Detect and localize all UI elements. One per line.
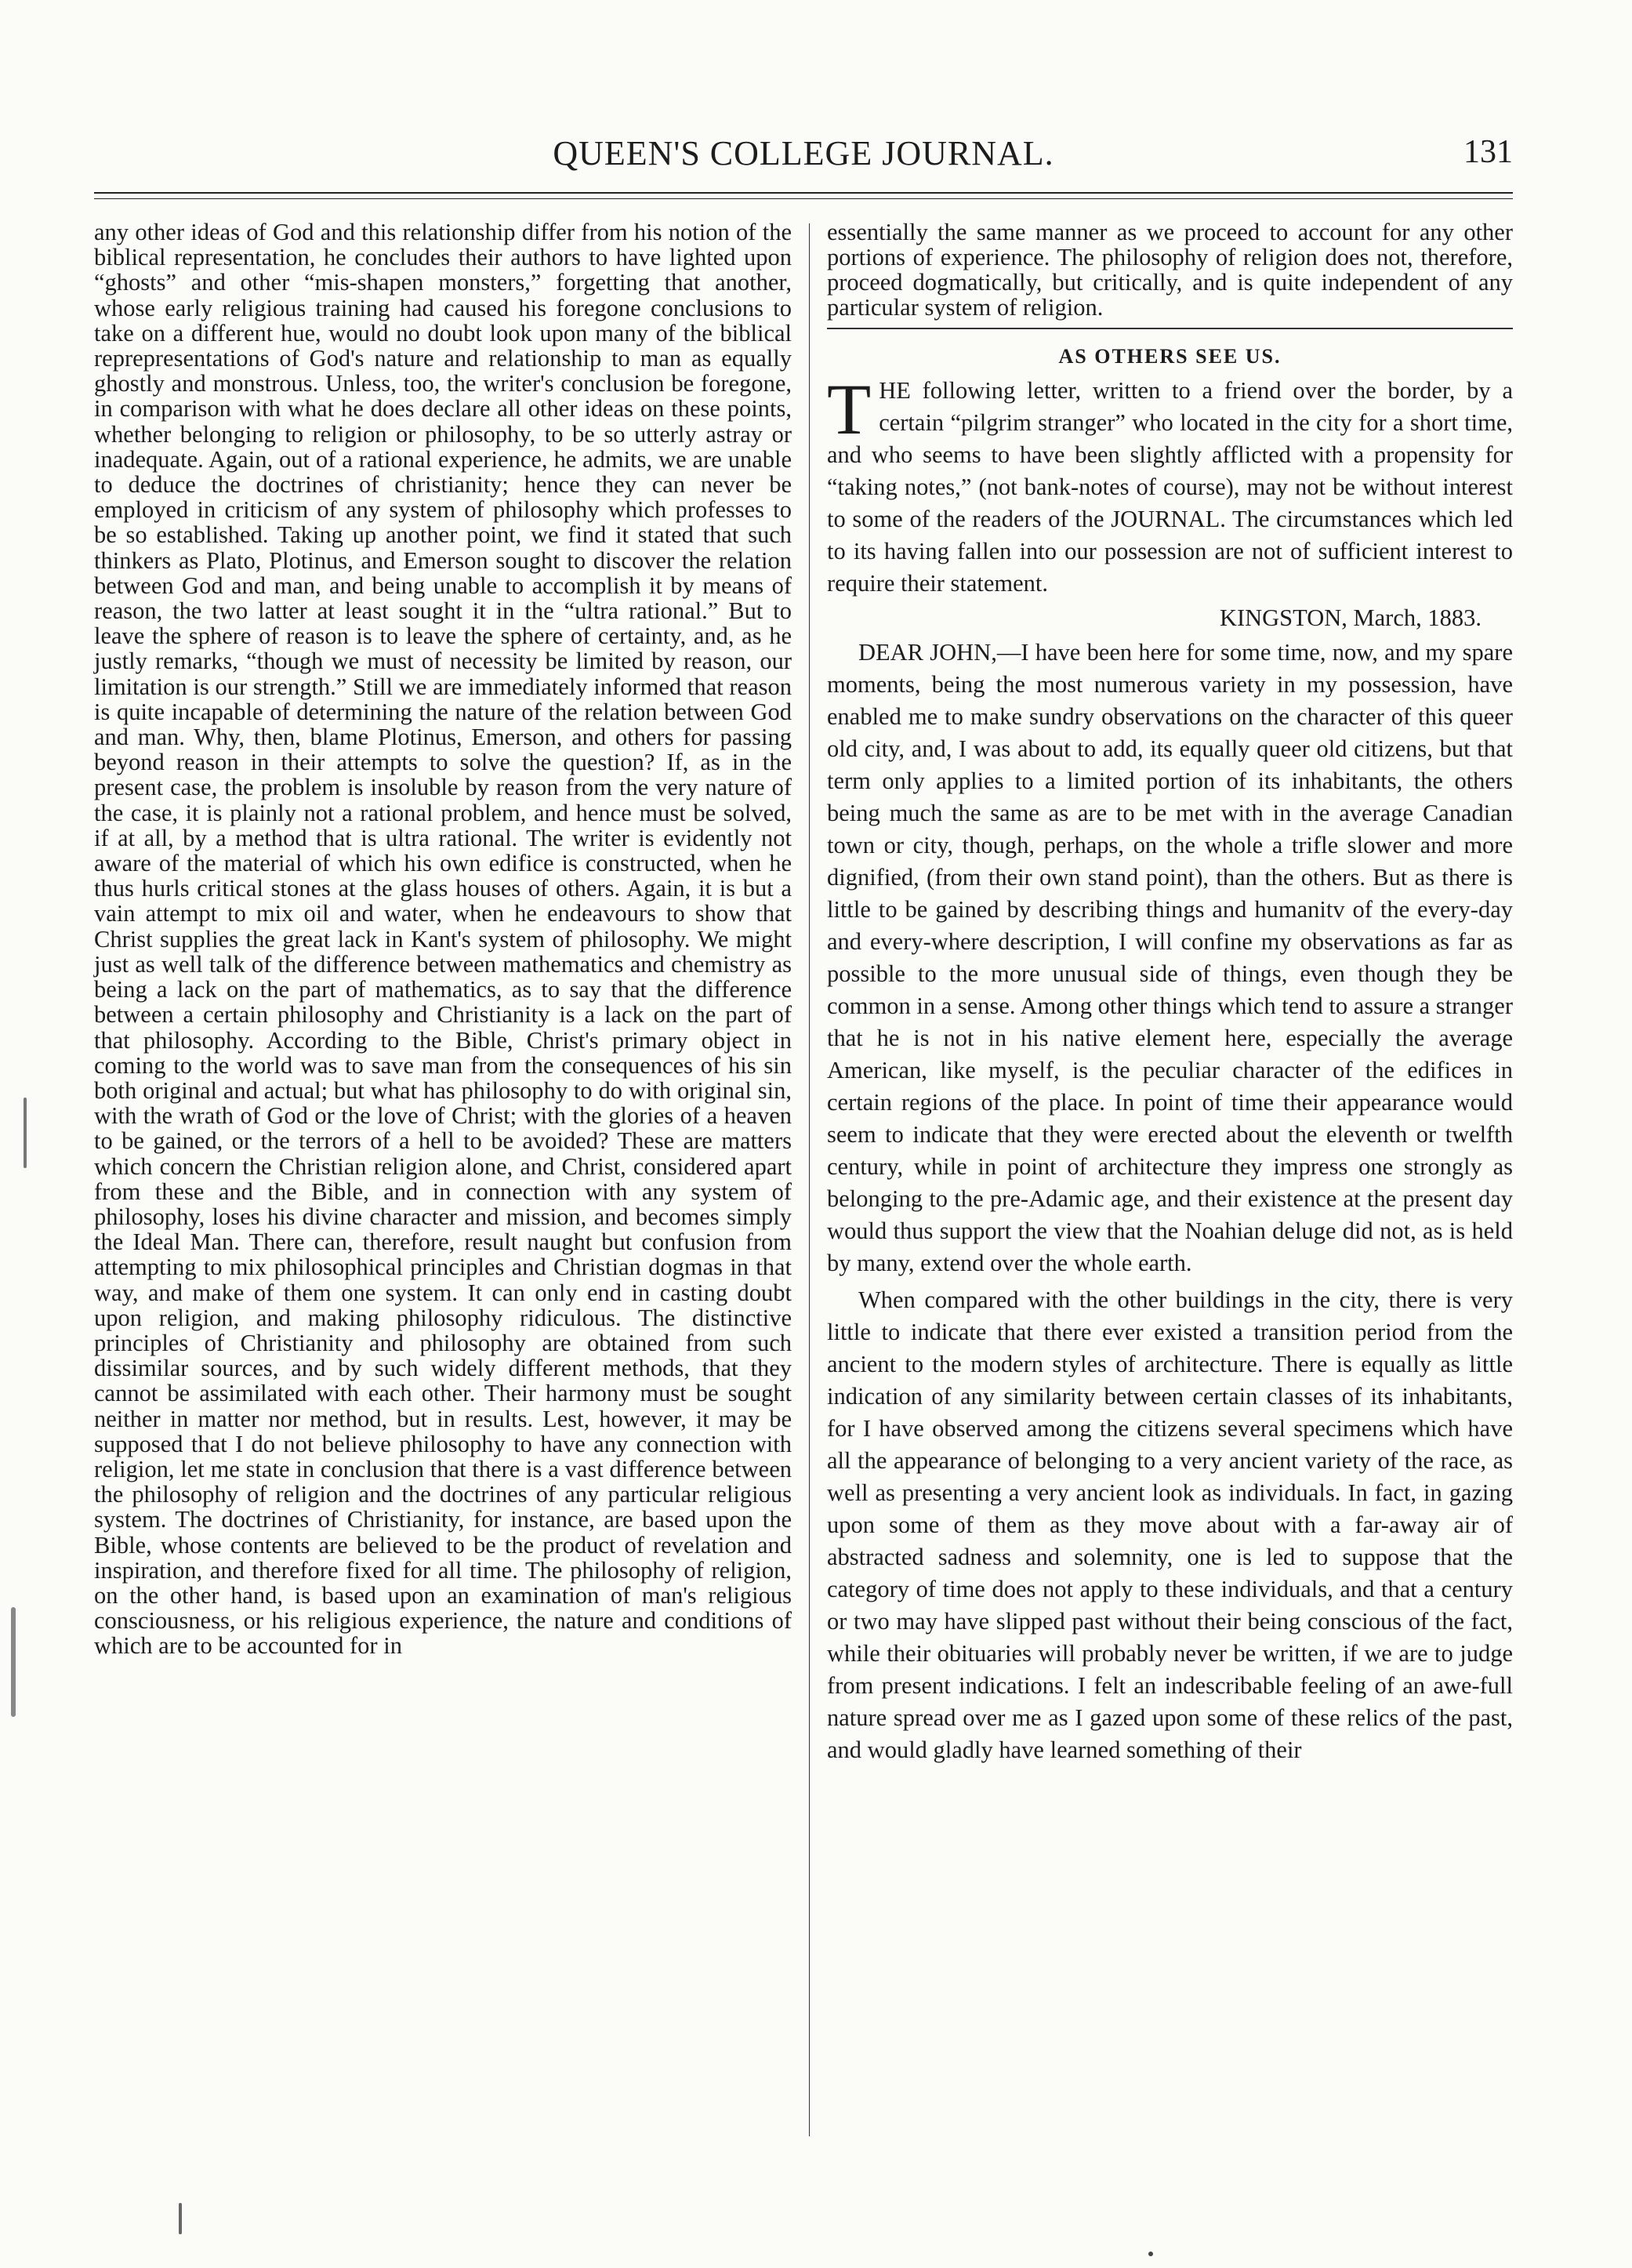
journal-title: QUEEN'S COLLEGE JOURNAL. xyxy=(553,134,1054,172)
scan-mark xyxy=(24,1098,27,1168)
left-column-text: any other ideas of God and this relationship differ from his notion of the biblical representation, he concludes their authors to have lighted upon “ghosts” and other “mis-shapen monsters,” forgetting that another, whose early religious training had caused his foregone conclusions to take on a different hue, would no doubt look upon many of the biblical reprepresentations of God's nature and relationship to man as equally ghostly and monstrous. Unless, too, the writer's conclusion be foregone, in comparison with what he does declare all other ideas on these points, whether belonging to religion or philosophy, to be so utterly astray or inadequate. Again, out of a rational experience, he admits, we are unable to deduce the doctrines of christianity; hence they can never be employed in criticism of any system of philosophy which professes to be so established. Taking up another point, we find it stated that such thinkers as Plato, Plotinus, and Emerson sought to discover the relation between God and man, and being unable to accomplish it by means of reason, the two latter at least sought it in the “ultra rational.” But to leave the sphere of reason is to leave the sphere of certainty, and, as he justly remarks, “though we must of necessity be limited by reason, our limitation is our strength.” Still we are immediately informed that reason is quite incapable of determining the nature of the relation between God and man. Why, then, blame Plotinus, Emerson, and others for passing beyond reason in their attempts to solve the question? If, as in the present case, the problem is insoluble by reason from the very nature of the case, it is plainly not a rational problem, and hence must be solved, if at all, by a method that is ultra rational. The writer is evidently not aware of the material of which his own edifice is constructed, when he thus hurls critical stones at the glass houses of others. Again, it is but a vain attempt to mix oil and water, when he endeavours to show that Christ supplies the great lack in Kant's system of philosophy. We might just as well talk of the difference between mathematics and chemistry as being a lack on the part of mathematics, as to say that the difference between a certain philosophy and Christianity is a lack on the part of that philosophy. According to the Bible, Christ's primary object in coming to the world was to save man from the consequences of his sin both original and actual; but what has philosophy to do with original sin, with the wrath of God or the love of Christ; with the glories of a heaven to be gained, or the terrors of a hell to be avoided? These are matters which concern the Christian religion alone, and Christ, considered apart from these and the Bible, and in connection with any system of philosophy, loses his divine character and mission, and becomes simply the Ideal Man. There can, therefore, result naught but confusion from attempting to mix philosophical principles and Christian dogmas in that way, and make of them one system. It can only end in casting doubt upon religion, and making philosophy ridiculous. The distinctive principles of Christianity and philosophy are obtained from such dissimilar sources, and by such widely different methods, that they cannot be assimilated with each other. Their harmony must be sought neither in matter nor method, but in results. Lest, however, it may be supposed that I do not believe philosophy to have any connection with religion, let me state in conclusion that there is a vast difference between the philosophy of religion and the doctrines of any particular religious system. The doctrines of Christianity, for instance, are based upon the Bible, whose contents are believed to be the product of revelation and inspiration, and therefore fixed for all time. The philosophy of religion, on the other hand, is based upon an examination of man's religious consciousness, or his religious experience, the nature and conditions of which are to be accounted for in xyxy=(94,219,792,1660)
page-number: 131 xyxy=(1463,134,1513,170)
salutation: DEAR JOHN, xyxy=(858,639,997,666)
intro-text: HE following letter, written to a friend over the border, by a certain “pilgrim stranger” who located in the city for a short time, and who seems to have been slightly afflicted with a propensity for “taking notes,” (not bank-notes of course), may not be without interest to some of the readers of the JOURNAL. The circumstances which led to its having fallen into our possession are not of sufficient interest to require their statement. xyxy=(827,377,1513,597)
scan-mark xyxy=(179,2203,182,2234)
letter-p1-text: —I have been here for some time, now, and my spare moments, being the most numerous variety in my possession, have enabled me to make sundry observations on the character of this queer old city, and, I was about to add, its equally queer old citizens, but that term only applies to a limited portion of its inhabitants, the others being much the same as are to be met with in the average Canadian town or city, though, perhaps, on the whole a trifle slower and more dignified, (from their own stand point), than the others. But as there is little to be gained by describing things and humanitv of the every-day and every-where description, I will confine my observations as far as possible to the more unusual side of things, even though they be common in a sense. Among other things which tend to assure a stranger that he is not in his native element here, especially the average American, like myself, is the peculiar character of the edifices in certain regions of the place. In point of time their appearance would seem to indicate that they were erected about the eleventh or twelfth century, while in point of architecture they impress one strongly as belonging to the pre-Adamic age, and their existence at the present day would thus support the view that the Noahian deluge did not, as is held by many, extend over the whole earth. xyxy=(827,639,1513,1276)
carryover-text: essentially the same manner as we proceed to account for any other portions of experience. The philosophy of religion does not, therefore, proceed dogmatically, but critically, and is quite independent of any particular system of religion. xyxy=(827,219,1513,321)
section-heading: AS OTHERS SEE US. xyxy=(1058,345,1282,368)
letter-paragraph-1 xyxy=(827,637,1513,1279)
dateline: KINGSTON, March, 1883. xyxy=(1219,604,1481,631)
scan-mark xyxy=(1148,2252,1153,2256)
page-header xyxy=(94,133,1513,188)
scan-mark xyxy=(11,1607,16,1717)
drop-cap: T xyxy=(827,369,872,449)
section-rule xyxy=(827,328,1513,329)
left-column xyxy=(94,220,792,1659)
right-column xyxy=(827,220,1513,1766)
intro-paragraph xyxy=(827,369,1513,600)
header-rule xyxy=(94,192,1513,199)
column-divider xyxy=(809,223,810,2136)
letter-paragraph-2: When compared with the other buildings in the city, there is very little to indicate that there ever existed a transition period from the ancient to the modern styles of architecture. There is equally as little indication of any similarity between certain classes of its inhabitants, for I have observed among the citizens several specimens which have all the appearance of belonging to a very ancient variety of the race, as well as presenting a very ancient look as individuals. In fact, in gazing upon some of them as they move about with a far-away air of abstracted sadness and solemnity, one is led to suppose that the category of time does not apply to these individuals, and that a century or two may have slipped past without their being conscious of the fact, while their obituaries will probably never be written, if we are to judge from present indications. I felt an indescribable feeling of an awe-full nature spread over me as I gazed upon some of these relics of the past, and would gladly have learned something of their xyxy=(827,1286,1513,1763)
